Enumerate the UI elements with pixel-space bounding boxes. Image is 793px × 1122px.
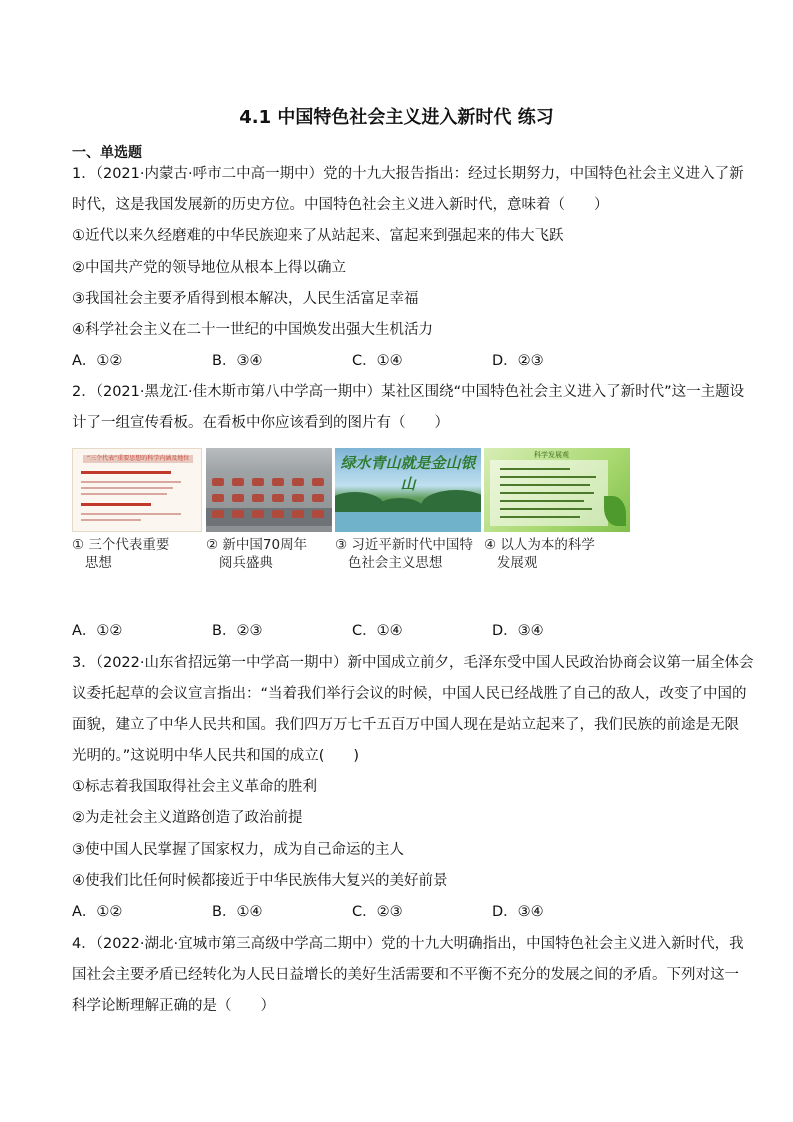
picture-1-caption: ① 三个代表重要 思想	[72, 537, 170, 571]
q3-item-3: ③使中国人民掌握了国家权力，成为自己命运的主人	[72, 842, 404, 858]
q2-option-d[interactable]: D．③④	[492, 623, 544, 639]
q2-option-b[interactable]: B．②③	[212, 623, 263, 639]
q2-picture-1	[72, 448, 202, 578]
q1-option-d[interactable]: D．②③	[492, 353, 544, 369]
q4-line-3: 科学论断理解正确的是（ ）	[72, 998, 275, 1014]
page-title: 4.1 中国特色社会主义进入新时代 练习	[239, 107, 554, 128]
q2-picture-strip	[72, 448, 632, 578]
picture-3-caption: ③ 习近平新时代中国特 色社会主义思想	[335, 537, 473, 571]
q1-option-c[interactable]: C．①④	[352, 353, 403, 369]
picture-3-banner: 绿水青山就是金山银山	[340, 454, 476, 493]
q1-options	[72, 351, 632, 371]
q3-item-2: ②为走社会主义道路创造了政治前提	[72, 810, 303, 826]
q1-option-b[interactable]: B．③④	[212, 353, 263, 369]
parade-image	[206, 448, 332, 532]
q2-option-c[interactable]: C．①④	[352, 623, 403, 639]
picture-4-caption: ④ 以人为本的科学 发展观	[484, 537, 595, 571]
q2-options	[72, 621, 632, 641]
q3-option-a[interactable]: A．①②	[72, 904, 123, 920]
green-mountains-image	[335, 448, 481, 532]
q3-option-c[interactable]: C．②③	[352, 904, 403, 920]
development-concept-image	[484, 448, 630, 532]
q3-item-1: ①标志着我国取得社会主义革命的胜利	[72, 779, 317, 795]
q2-picture-3	[335, 448, 481, 578]
q1-option-a[interactable]: A．①②	[72, 353, 123, 369]
q2-picture-2	[206, 448, 332, 578]
q1-item-1: ①近代以来久经磨难的中华民族迎来了从站起来、富起来到强起来的伟大飞跃	[72, 228, 564, 244]
picture-1-header: “三个代表”重要思想的科学内涵及地位	[87, 455, 190, 462]
q3-line-3: 面貌，建立了中华人民共和国。我们四万万七千五百万中国人现在是站立起来了，我们民族的前途是无限	[72, 717, 739, 733]
q1-item-4: ④科学社会主义在二十一世纪的中国焕发出强大生机活力	[72, 322, 433, 338]
q3-option-d[interactable]: D．③④	[492, 904, 544, 920]
picture-2-caption: ② 新中国70周年 阅兵盛典	[206, 537, 308, 571]
q1-item-3: ③我国社会主要矛盾得到根本解决，人民生活富足幸福	[72, 291, 419, 307]
q3-line-4: 光明的。”这说明中华人民共和国的成立( )	[72, 748, 360, 764]
q1-item-2: ②中国共产党的领导地位从根本上得以确立	[72, 260, 346, 276]
q1-line-2: 时代，这是我国发展新的历史方位。中国特色社会主义进入新时代，意味着（ ）	[72, 197, 609, 213]
q3-line-1: 3．（2022·山东省招远第一中学高一期中）新中国成立前夕，毛泽东受中国人民政治协商会议第一届全体会	[72, 655, 754, 671]
q2-picture-4	[484, 448, 630, 578]
q2-line-1: 2．（2021·黑龙江·佳木斯市第八中学高一期中）某社区围绕“中国特色社会主义进入了新时代”这一主题设	[72, 384, 745, 400]
q1-line-1: 1．（2021·内蒙古·呼市二中高一期中）党的十九大报告指出：经过长期努力，中国特色社会主义进入了新	[72, 166, 744, 182]
picture-4-header: 科学发展观	[534, 451, 569, 459]
q3-line-2: 议委托起草的会议宣言指出：“当着我们举行会议的时候，中国人民已经战胜了自己的敌人，改变了中国的	[72, 686, 747, 702]
q3-item-4: ④使我们比任何时候都接近于中华民族伟大复兴的美好前景	[72, 873, 448, 889]
section-heading: 一、单选题	[72, 145, 142, 161]
q2-line-2: 计了一组宣传看板。在看板中你应该看到的图片有（ ）	[72, 415, 449, 431]
q3-options	[72, 902, 632, 922]
q4-line-2: 国社会主要矛盾已经转化为人民日益增长的美好生活需要和不平衡不充分的发展之间的矛盾。下列对这一	[72, 967, 739, 983]
q4-line-1: 4．（2022·湖北·宜城市第三高级中学高二期中）党的十九大明确指出，中国特色社会主义进入新时代，我	[72, 936, 744, 952]
q3-option-b[interactable]: B．①④	[212, 904, 263, 920]
theory-slide-image	[72, 448, 202, 532]
q2-option-a[interactable]: A．①②	[72, 623, 123, 639]
